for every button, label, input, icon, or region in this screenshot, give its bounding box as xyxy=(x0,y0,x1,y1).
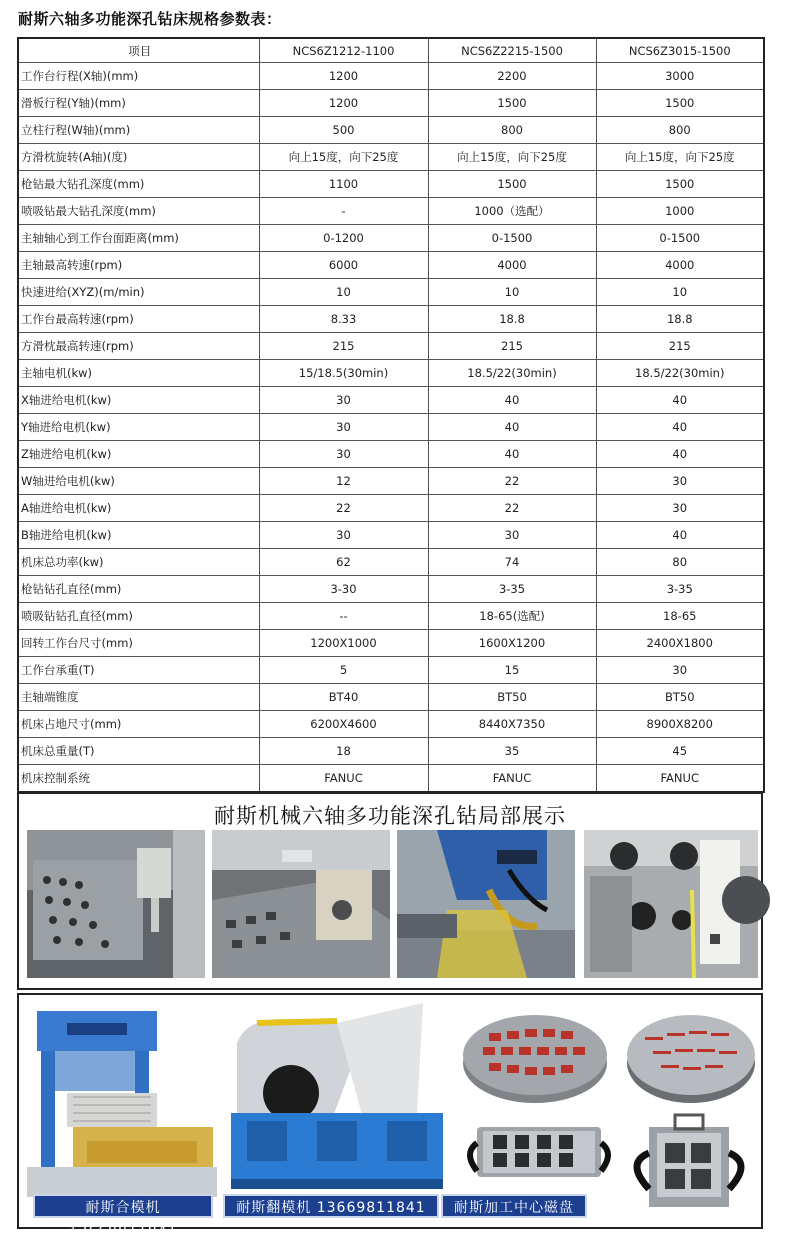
spec-value-model-1: 向上15度，向下25度 xyxy=(259,144,428,171)
spec-name: 枪钻钻孔直径(mm) xyxy=(18,576,259,603)
table-row xyxy=(18,360,764,387)
spec-value-model-2: 40 xyxy=(428,387,596,414)
spec-name: 枪钻最大钻孔深度(mm) xyxy=(18,171,259,198)
spec-value-model-3: 80 xyxy=(596,549,764,576)
table-row xyxy=(18,468,764,495)
table-row xyxy=(18,198,764,225)
showcase-panel xyxy=(17,792,763,990)
spec-value-model-1: 500 xyxy=(259,117,428,144)
table-row xyxy=(18,279,764,306)
spec-name: 立柱行程(W轴)(mm) xyxy=(18,117,259,144)
spec-value-model-2: 18.8 xyxy=(428,306,596,333)
spec-value-model-3: 40 xyxy=(596,387,764,414)
spec-value-model-3: 0-1500 xyxy=(596,225,764,252)
header-item: 项目 xyxy=(18,38,259,63)
spec-name: 方滑枕旋转(A轴)(度) xyxy=(18,144,259,171)
spec-value-model-1: - xyxy=(259,198,428,225)
header-model-1: NCS6Z1212-1100 xyxy=(259,38,428,63)
spec-value-model-2: 向上15度，向下25度 xyxy=(428,144,596,171)
header-model-3: NCS6Z3015-1500 xyxy=(596,38,764,63)
table-row xyxy=(18,225,764,252)
spec-name: 滑板行程(Y轴)(mm) xyxy=(18,90,259,117)
spec-value-model-2: 35 xyxy=(428,738,596,765)
spec-value-model-1: 5 xyxy=(259,657,428,684)
spec-name: 主轴最高转速(rpm) xyxy=(18,252,259,279)
spec-value-model-3: 40 xyxy=(596,414,764,441)
spec-value-model-3: 8900X8200 xyxy=(596,711,764,738)
spec-value-model-3: 215 xyxy=(596,333,764,360)
spec-value-model-1: 30 xyxy=(259,414,428,441)
spec-value-model-1: 18 xyxy=(259,738,428,765)
detail-photo-3 xyxy=(397,830,575,978)
spec-value-model-2: 22 xyxy=(428,468,596,495)
spec-value-model-2: 1500 xyxy=(428,171,596,198)
spec-value-model-3: 18-65 xyxy=(596,603,764,630)
spec-value-model-2: 40 xyxy=(428,441,596,468)
spec-value-model-2: 18-65(选配) xyxy=(428,603,596,630)
spec-value-model-3: 30 xyxy=(596,468,764,495)
table-row xyxy=(18,549,764,576)
table-row xyxy=(18,603,764,630)
spec-value-model-2: 40 xyxy=(428,414,596,441)
spec-table xyxy=(17,37,765,793)
spec-value-model-1: 1100 xyxy=(259,171,428,198)
spec-value-model-2: 1600X1200 xyxy=(428,630,596,657)
spec-name: W轴进给电机(kw) xyxy=(18,468,259,495)
spec-value-model-1: 8.33 xyxy=(259,306,428,333)
spec-value-model-3: BT50 xyxy=(596,684,764,711)
spec-name: 机床总功率(kw) xyxy=(18,549,259,576)
spec-value-model-3: FANUC xyxy=(596,765,764,793)
table-row xyxy=(18,711,764,738)
spec-value-model-1: 10 xyxy=(259,279,428,306)
spec-value-model-1: 12 xyxy=(259,468,428,495)
spec-value-model-2: BT50 xyxy=(428,684,596,711)
spec-value-model-3: 30 xyxy=(596,495,764,522)
spec-name: 主轴轴心到工作台面距离(mm) xyxy=(18,225,259,252)
table-row xyxy=(18,387,764,414)
products-panel xyxy=(17,993,763,1240)
spec-value-model-2: 1000（选配） xyxy=(428,198,596,225)
spec-value-model-1: 6000 xyxy=(259,252,428,279)
spec-value-model-2: 18.5/22(30min) xyxy=(428,360,596,387)
table-row xyxy=(18,495,764,522)
spec-value-model-2: 74 xyxy=(428,549,596,576)
spec-value-model-1: FANUC xyxy=(259,765,428,793)
spec-value-model-1: -- xyxy=(259,603,428,630)
spec-value-model-2: 30 xyxy=(428,522,596,549)
caption-mold-closing: 耐斯合模机 13669811841 xyxy=(33,1194,213,1218)
table-row xyxy=(18,576,764,603)
table-row xyxy=(18,657,764,684)
spec-value-model-2: 8440X7350 xyxy=(428,711,596,738)
mold-closing-machine-photo xyxy=(27,1001,217,1197)
spec-value-model-2: 10 xyxy=(428,279,596,306)
caption-mold-flipping: 耐斯翻模机 13669811841 xyxy=(223,1194,439,1218)
table-row xyxy=(18,252,764,279)
spec-name: 主轴端锥度 xyxy=(18,684,259,711)
rectangular-magnetic-chuck xyxy=(463,1113,613,1195)
detail-photo-4 xyxy=(584,830,758,978)
spec-value-model-2: 215 xyxy=(428,333,596,360)
spec-value-model-3: 3000 xyxy=(596,63,764,90)
table-row xyxy=(18,684,764,711)
spec-value-model-3: 40 xyxy=(596,441,764,468)
spec-value-model-1: 62 xyxy=(259,549,428,576)
spec-value-model-3: 40 xyxy=(596,522,764,549)
spec-name: 回转工作台尺寸(mm) xyxy=(18,630,259,657)
table-row xyxy=(18,90,764,117)
spec-value-model-1: BT40 xyxy=(259,684,428,711)
spec-value-model-3: 1000 xyxy=(596,198,764,225)
spec-value-model-2: 3-35 xyxy=(428,576,596,603)
spec-name: 快速进给(XYZ)(m/min) xyxy=(18,279,259,306)
detail-photo-1 xyxy=(27,830,205,978)
table-row xyxy=(18,441,764,468)
spec-value-model-3: 45 xyxy=(596,738,764,765)
spec-value-model-2: 1500 xyxy=(428,90,596,117)
square-magnetic-chuck xyxy=(619,1113,759,1221)
spec-value-model-1: 30 xyxy=(259,387,428,414)
spec-name: Z轴进给电机(kw) xyxy=(18,441,259,468)
spec-value-model-2: FANUC xyxy=(428,765,596,793)
table-row xyxy=(18,630,764,657)
spec-name: 喷吸钻钻孔直径(mm) xyxy=(18,603,259,630)
spec-value-model-3: 30 xyxy=(596,657,764,684)
round-magnetic-chuck-red xyxy=(459,1003,611,1111)
spec-name: 机床控制系统 xyxy=(18,765,259,793)
table-row xyxy=(18,738,764,765)
spec-value-model-1: 30 xyxy=(259,441,428,468)
spec-value-model-3: 800 xyxy=(596,117,764,144)
spec-value-model-2: 800 xyxy=(428,117,596,144)
spec-value-model-3: 2400X1800 xyxy=(596,630,764,657)
spec-name: 主轴电机(kw) xyxy=(18,360,259,387)
spec-value-model-1: 1200 xyxy=(259,63,428,90)
spec-value-model-1: 1200X1000 xyxy=(259,630,428,657)
spec-value-model-3: 1500 xyxy=(596,171,764,198)
spec-value-model-3: 10 xyxy=(596,279,764,306)
mold-flipping-machine-photo xyxy=(217,1003,453,1195)
spec-name: 工作台承重(T) xyxy=(18,657,259,684)
table-row xyxy=(18,117,764,144)
showcase-title: 耐斯机械六轴多功能深孔钻局部展示 xyxy=(214,804,566,828)
caption-magnetic-chuck: 耐斯加工中心磁盘 xyxy=(441,1194,587,1218)
spec-name: X轴进给电机(kw) xyxy=(18,387,259,414)
spec-value-model-3: 18.5/22(30min) xyxy=(596,360,764,387)
spec-value-model-1: 0-1200 xyxy=(259,225,428,252)
spec-value-model-3: 3-35 xyxy=(596,576,764,603)
spec-value-model-2: 22 xyxy=(428,495,596,522)
spec-value-model-1: 3-30 xyxy=(259,576,428,603)
detail-photo-2 xyxy=(212,830,390,978)
spec-name: 工作台行程(X轴)(mm) xyxy=(18,63,259,90)
spec-value-model-3: 18.8 xyxy=(596,306,764,333)
table-header-row xyxy=(18,38,764,63)
table-row xyxy=(18,414,764,441)
spec-value-model-1: 30 xyxy=(259,522,428,549)
spec-name: 机床占地尺寸(mm) xyxy=(18,711,259,738)
spec-name: Y轴进给电机(kw) xyxy=(18,414,259,441)
spec-value-model-2: 15 xyxy=(428,657,596,684)
spec-value-model-1: 215 xyxy=(259,333,428,360)
table-row xyxy=(18,333,764,360)
spec-name: A轴进给电机(kw) xyxy=(18,495,259,522)
round-magnetic-chuck-grid xyxy=(623,1003,759,1111)
spec-name: 工作台最高转速(rpm) xyxy=(18,306,259,333)
table-row xyxy=(18,765,764,793)
spec-name: 机床总重量(T) xyxy=(18,738,259,765)
spec-name: 方滑枕最高转速(rpm) xyxy=(18,333,259,360)
table-row xyxy=(18,522,764,549)
spec-value-model-1: 22 xyxy=(259,495,428,522)
table-row xyxy=(18,306,764,333)
spec-value-model-2: 4000 xyxy=(428,252,596,279)
header-model-2: NCS6Z2215-1500 xyxy=(428,38,596,63)
spec-value-model-1: 15/18.5(30min) xyxy=(259,360,428,387)
spec-value-model-1: 6200X4600 xyxy=(259,711,428,738)
spec-name: 喷吸钻最大钻孔深度(mm) xyxy=(18,198,259,225)
spec-value-model-2: 2200 xyxy=(428,63,596,90)
spec-name: B轴进给电机(kw) xyxy=(18,522,259,549)
spec-value-model-3: 1500 xyxy=(596,90,764,117)
table-row xyxy=(18,63,764,90)
table-row xyxy=(18,144,764,171)
spec-value-model-2: 0-1500 xyxy=(428,225,596,252)
spec-value-model-3: 向上15度，向下25度 xyxy=(596,144,764,171)
table-row xyxy=(18,171,764,198)
page-title: 耐斯六轴多功能深孔钻床规格参数表： xyxy=(18,10,282,28)
spec-value-model-1: 1200 xyxy=(259,90,428,117)
spec-value-model-3: 4000 xyxy=(596,252,764,279)
